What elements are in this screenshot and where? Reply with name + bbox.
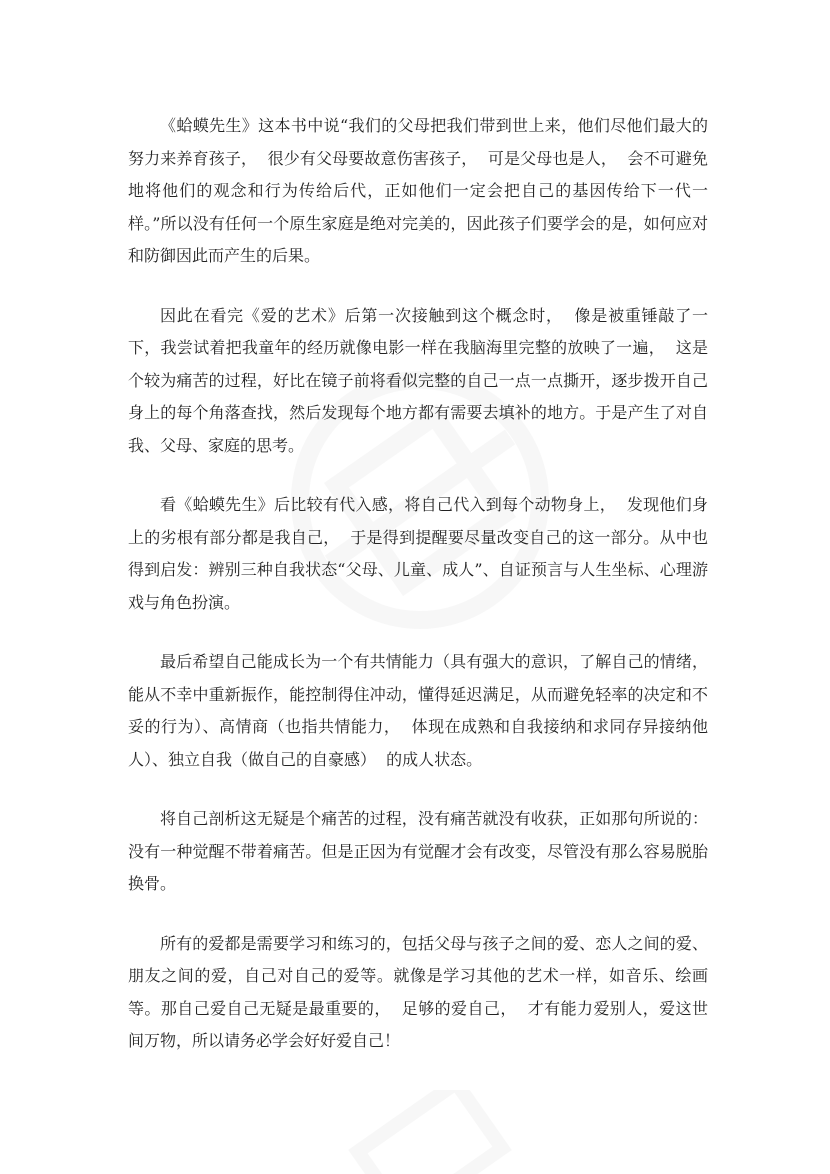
document-body (128, 110, 708, 1085)
paragraph-1: 《蛤蟆先生》这本书中说“我们的父母把我们带到世上来，他们尽他们最大的努力来养育孩子， 很少有父母要故意伤害孩子， 可是父母也是人， 会不可避免地将他们的观念和行为传给后代，正如他们一定会把自己的基因传给下一代一样。”所以没有任何一个原生家庭是绝对完美的，因此孩子们要学会的是，如何应对和防御因此而产生的后果。 (128, 116, 708, 265)
watermark-logo-bottom-icon (330, 1090, 530, 1174)
paragraph-3: 看《蛤蟆先生》后比较有代入感，将自己代入到每个动物身上， 发现他们身上的劣根有部分都是我自己， 于是得到提醒要尽量改变自己的这一部分。从中也得到启发：辨别三种自我状态“父母、儿童、成人”、自证预言与人生坐标、心理游戏与角色扮演。 (128, 495, 708, 612)
paragraph-6: 所有的爱都是需要学习和练习的，包括父母与孩子之间的爱、恋人之间的爱、朋友之间的爱，自己对自己的爱等。就像是学习其他的艺术一样，如音乐、绘画等。那自己爱自己无疑是最重要的， 足够的爱自己， 才有能力爱别人，爱这世间万物，所以请务必学会好好爱自己！ (128, 933, 708, 1050)
paragraph-2: 因此在看完《爱的艺术》后第一次接触到这个概念时， 像是被重锤敲了一下，我尝试着把我童年的经历就像电影一样在我脑海里完整的放映了一遍， 这是个较为痛苦的过程，好比在镜子前将看似完整的自己一点一点撕开，逐步拨开自己身上的每个角落查找，然后发现每个地方都有需要去填补的地方。于是产生了对自我、父母、家庭的思考。 (128, 305, 708, 455)
paragraph-5: 将自己剖析这无疑是个痛苦的过程，没有痛苦就没有收获，正如那句所说的：没有一种觉醒不带着痛苦。但是正因为有觉醒才会有改变，尽管没有那么容易脱胎换骨。 (128, 809, 708, 893)
paragraph-4: 最后希望自己能成长为一个有共情能力（具有强大的意识，了解自己的情绪，能从不幸中重新振作，能控制得住冲动，懂得延迟满足，从而避免轻率的决定和不妥的行为）、高情商（也指共情能力， 体现在成熟和自我接纳和求同存异接纳他人）、独立自我（做自己的自豪感） 的成人状态。 (128, 652, 708, 769)
